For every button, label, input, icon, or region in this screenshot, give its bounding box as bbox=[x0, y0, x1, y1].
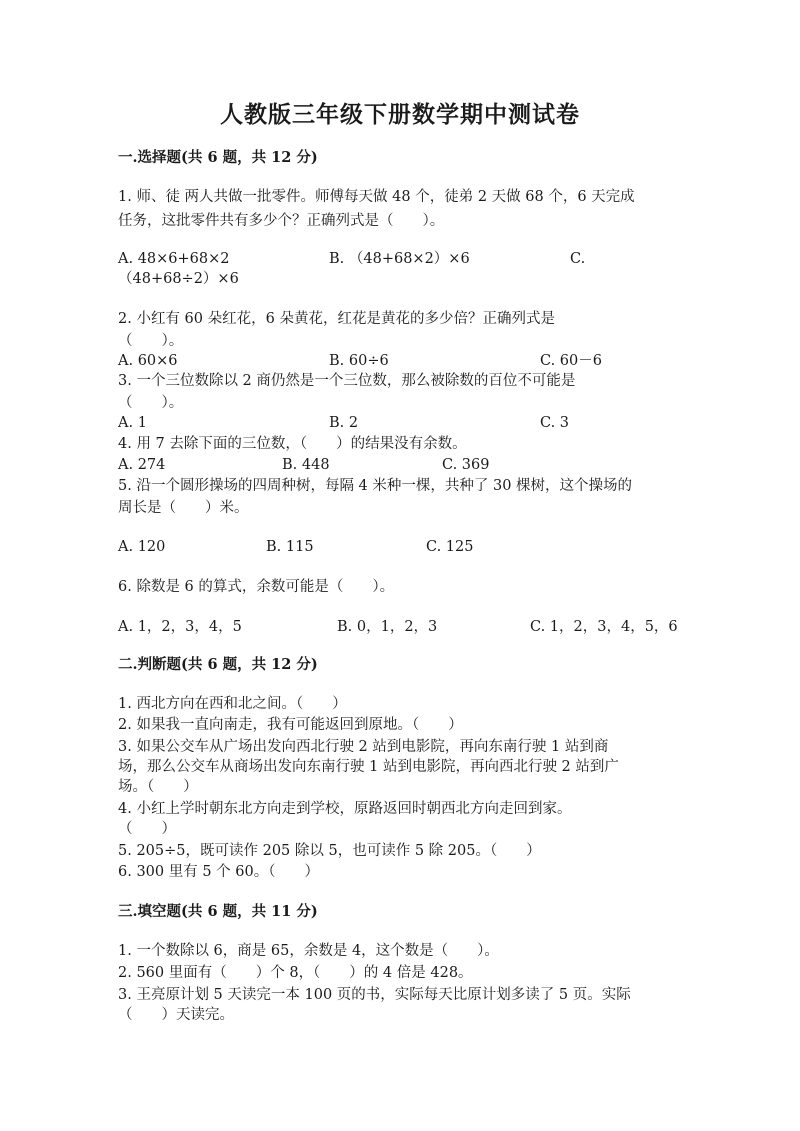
option-c: C. 3 bbox=[540, 415, 570, 431]
section-heading-judge: 二.判断题(共 6 题，共 12 分) bbox=[118, 656, 318, 673]
option-c: C. bbox=[570, 251, 586, 267]
question-stem-line: 6. 除数是 6 的算式，余数可能是（ ）。 bbox=[118, 579, 395, 595]
fill-line: （ ）天读完。 bbox=[118, 1007, 234, 1023]
option-b: B. 448 bbox=[282, 457, 330, 473]
option-a: A. 48×6+68×2 bbox=[118, 251, 230, 267]
judge-line: 场。（ ） bbox=[118, 779, 198, 795]
question-stem-line: 任务，这批零件共有多少个？正确列式是（ ）。 bbox=[118, 213, 445, 229]
judge-line: （ ） bbox=[118, 821, 176, 837]
judge-line: 5. 205÷5，既可读作 205 除以 5，也可读作 5 除 205。（ ） bbox=[118, 843, 541, 859]
question-stem-line: 4. 用 7 去除下面的三位数，（ ）的结果没有余数。 bbox=[118, 436, 467, 452]
judge-line: 1. 西北方向在西和北之间。（ ） bbox=[118, 696, 347, 712]
judge-line: 6. 300 里有 5 个 60。（ ） bbox=[118, 864, 319, 880]
option-c: C. 60－6 bbox=[540, 353, 602, 369]
fill-line: 3. 王亮原计划 5 天读完一本 100 页的书，实际每天比原计划多读了 5 页。实际 bbox=[118, 987, 631, 1003]
option-b: B. 2 bbox=[329, 415, 359, 431]
option-b: B. 60÷6 bbox=[329, 353, 389, 369]
question-stem-line: 2. 小红有 60 朵红花，6 朵黄花，红花是黄花的多少倍？正确列式是 bbox=[118, 311, 555, 327]
judge-line: 4. 小红上学时朝东北方向走到学校，原路返回时朝西北方向走回到家。 bbox=[118, 801, 572, 817]
option-b: B. 0，1，2，3 bbox=[337, 619, 438, 635]
question-stem-line: 周长是（ ）米。 bbox=[118, 500, 249, 516]
option-c: C. 1，2，3，4，5，6 bbox=[530, 619, 678, 635]
question-stem-line: （ ）。 bbox=[118, 395, 184, 411]
option-a: A. 1，2，3，4，5 bbox=[118, 619, 242, 635]
option-c: C. 125 bbox=[426, 539, 474, 555]
fill-line: 1. 一个数除以 6，商是 65，余数是 4，这个数是（ ）。 bbox=[118, 943, 499, 959]
section-heading-choice: 一.选择题(共 6 题，共 12 分) bbox=[118, 149, 318, 166]
option-b: B. 115 bbox=[266, 539, 314, 555]
option-a: A. 60×6 bbox=[118, 353, 178, 369]
option-a: A. 274 bbox=[118, 457, 166, 473]
judge-line: 2. 如果我一直向南走，我有可能返回到原地。（ ） bbox=[118, 717, 463, 733]
question-stem-line: 1. 师、徒 两人共做一批零件。师傅每天做 48 个，徒弟 2 天做 68 个，6 天完成 bbox=[118, 189, 635, 205]
option-a: A. 1 bbox=[118, 415, 147, 431]
option-c-continued: （48+68÷2）×6 bbox=[118, 271, 239, 287]
question-stem-line: （ ）。 bbox=[118, 333, 184, 349]
fill-line: 2. 560 里面有（ ）个 8，（ ）的 4 倍是 428。 bbox=[118, 965, 473, 981]
exam-title: 人教版三年级下册数学期中测试卷 bbox=[220, 101, 580, 128]
option-b: B. （48+68×2）×6 bbox=[329, 251, 470, 267]
option-a: A. 120 bbox=[118, 539, 166, 555]
option-c: C. 369 bbox=[442, 457, 490, 473]
question-stem-line: 5. 沿一个圆形操场的四周种树，每隔 4 米种一棵，共种了 30 棵树，这个操场的 bbox=[118, 478, 633, 494]
judge-line: 3. 如果公交车从广场出发向西北行驶 2 站到电影院，再向东南行驶 1 站到商 bbox=[118, 739, 609, 755]
question-stem-line: 3. 一个三位数除以 2 商仍然是一个三位数，那么被除数的百位不可能是 bbox=[118, 373, 576, 389]
judge-line: 场，那么公交车从商场出发向东南行驶 1 站到电影院，再向西北行驶 2 站到广 bbox=[118, 759, 619, 775]
section-heading-fill: 三.填空题(共 6 题，共 11 分) bbox=[118, 903, 318, 920]
